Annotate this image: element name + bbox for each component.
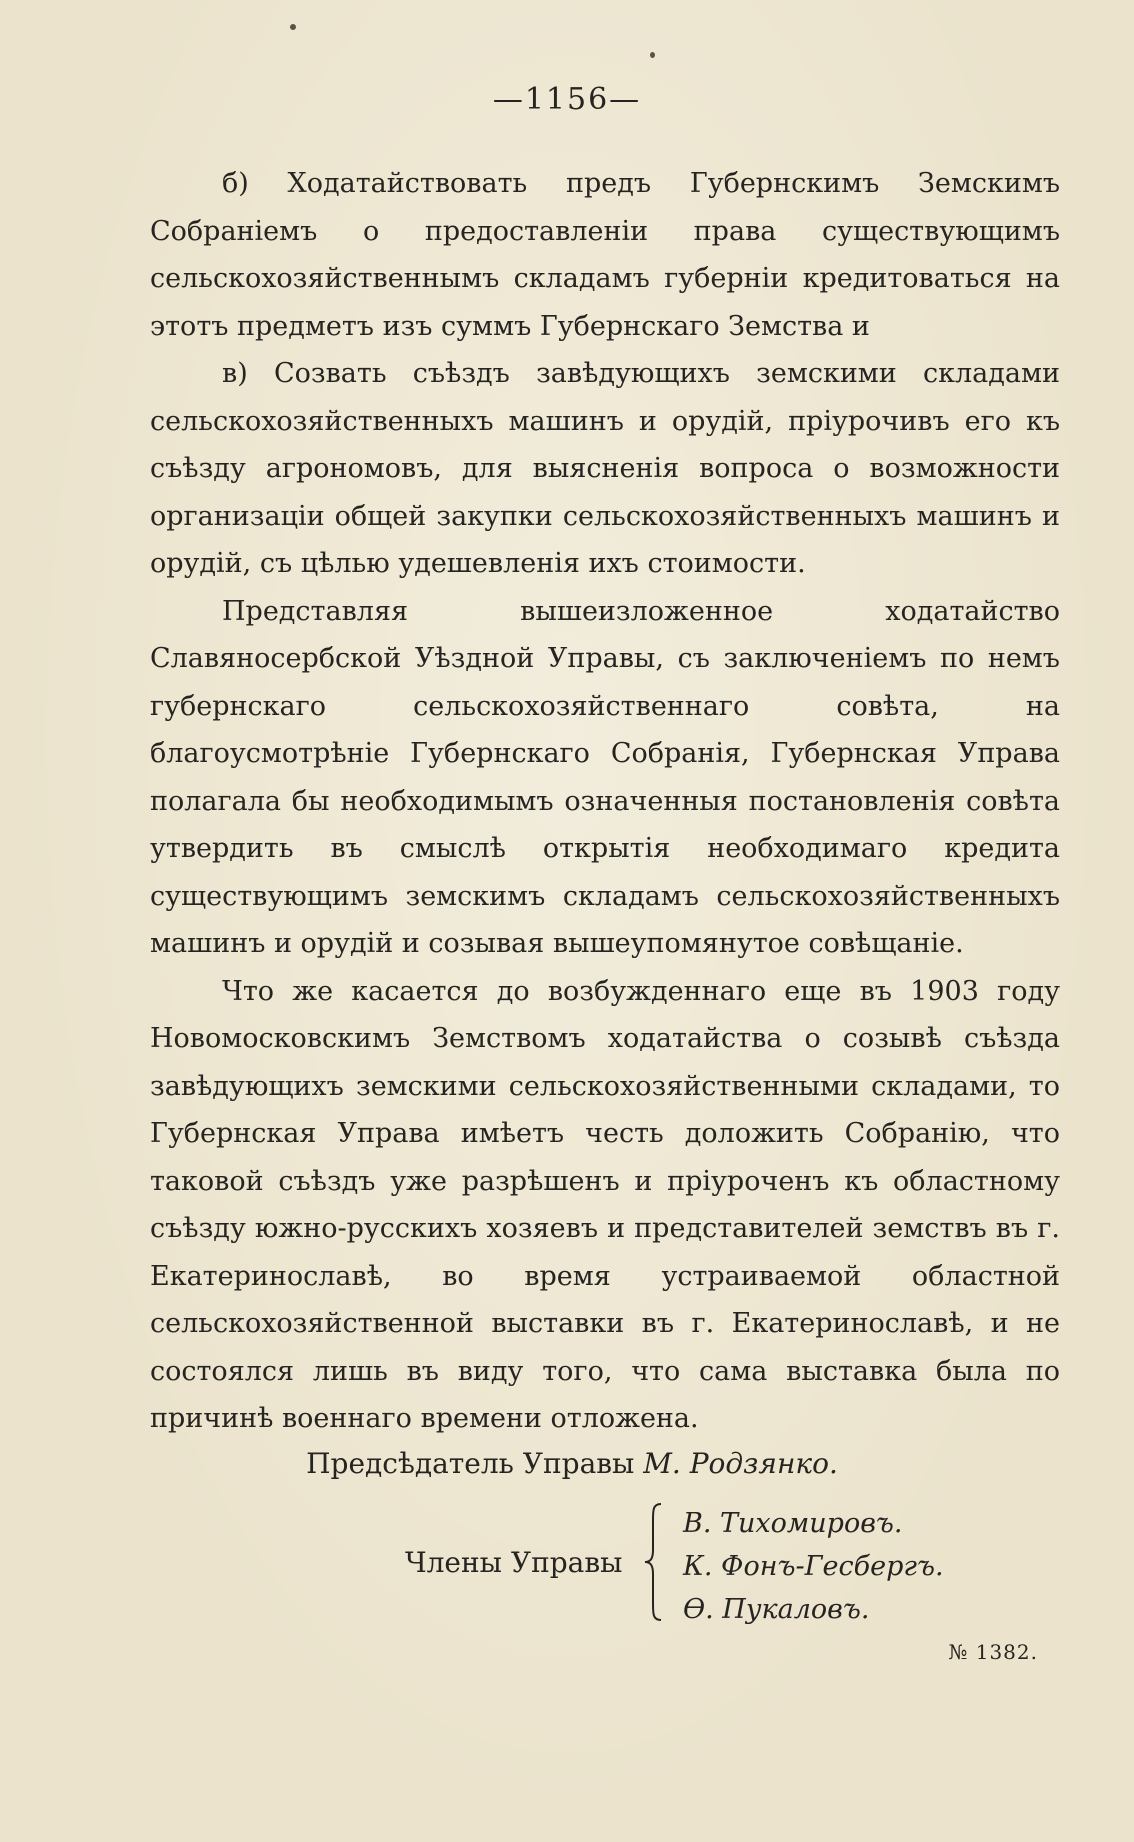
ink-spot	[650, 52, 655, 58]
paragraph-b: б) Ходатайствовать предъ Губернскимъ Земскимъ Собраніемъ о предоставленіи права существующимъ сельскохозяйственнымъ складамъ губерніи кредитоваться на этотъ предметъ изъ суммъ Губернскаго Земства и	[150, 168, 1060, 342]
document-number: № 1382.	[948, 1640, 1038, 1664]
member-name: В. Тихомировъ.	[683, 1508, 903, 1539]
ink-spot	[290, 24, 296, 30]
member-name: Ѳ. Пукаловъ.	[683, 1594, 870, 1625]
chairman-signature	[0, 1444, 1134, 1484]
chairman-name: М. Родзянко.	[643, 1447, 838, 1480]
board-members-block	[405, 1502, 1045, 1652]
members-label: Члены Управы	[405, 1546, 623, 1579]
page-number: —1156—	[492, 82, 642, 117]
members-list	[683, 1502, 944, 1631]
curly-brace-icon	[643, 1502, 663, 1622]
member-name: К. Фонъ-Гесбергъ.	[683, 1551, 944, 1582]
paragraph-presentation: Представляя вышеизложенное ходатайство Славяносербской Уѣздной Управы, съ заключеніемъ по немъ губернскаго сельскохозяйственнаго совѣта, на благоусмотрѣніе Губернскаго Собранія, Губернская Управа полагала бы необходимымъ означенныя постановленія совѣта утвердить въ смыслѣ открытія необходимаго кредита существующимъ земскимъ складамъ сельскохозяйственныхъ машинъ и орудій и созывая вышеупомянутое совѣщаніе.	[150, 595, 1060, 959]
paragraph-v: в) Созвать съѣздъ завѣдующихъ земскими складами сельскохозяйственныхъ машинъ и орудій, пріурочивъ его къ съѣзду агрономовъ, для выясненія вопроса о возможности организаціи общей закупки сельскохозяйственныхъ машинъ и орудій, съ цѣлью удешевленія ихъ стоимости.	[150, 358, 1060, 579]
body-text	[150, 160, 1060, 1443]
paragraph-novomoskovsk: Что же касается до возбужденнаго еще въ 1903 году Новомосковскимъ Земствомъ ходатайства о созывѣ съѣзда завѣдующихъ земскими сельскохозяйственными складами, то Губернская Управа имѣетъ честь доложить Собранію, что таковой съѣздъ уже разрѣшенъ и пріуроченъ къ областному съѣзду южно-русскихъ хозяевъ и представителей земствъ въ г. Екатеринославѣ, во время устраиваемой областной сельскохозяйственной выставки въ г. Екатеринославѣ, и не состоялся лишь въ виду того, что сама выставка была по причинѣ военнаго времени отложена.	[150, 975, 1060, 1434]
chairman-title: Предсѣдатель Управы	[306, 1447, 635, 1480]
